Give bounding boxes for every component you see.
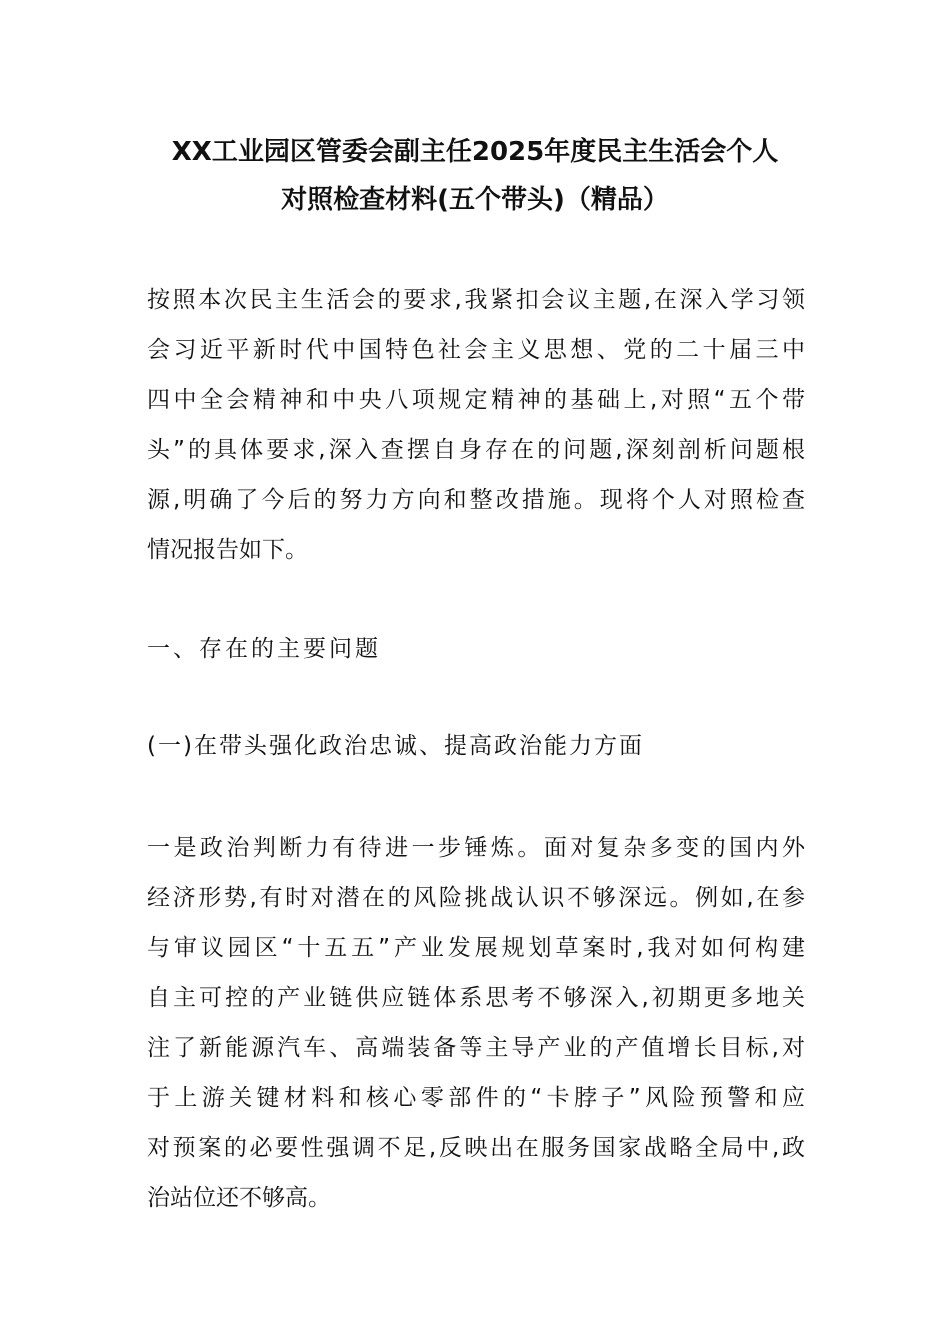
paragraph-line: 与审议园区“十五五”产业发展规划草案时,我对如何构建 xyxy=(147,935,805,961)
subsection-heading: (一)在带头强化政治忠诚、提高政治能力方面 xyxy=(147,733,644,759)
paragraph-line: 四中全会精神和中央八项规定精神的基础上,对照“五个带 xyxy=(147,387,805,413)
paragraph-line: 情况报告如下。 xyxy=(147,537,308,563)
point-one-paragraph xyxy=(147,823,805,1223)
paragraph-line: 会习近平新时代中国特色社会主义思想、党的二十届三中 xyxy=(147,337,805,363)
paragraph-line: 自主可控的产业链供应链体系思考不够深入,初期更多地关 xyxy=(147,985,805,1011)
title-line: 对照检查材料(五个带头)（精品） xyxy=(281,185,669,215)
paragraph-line: 按照本次民主生活会的要求,我紧扣会议主题,在深入学习领 xyxy=(147,287,805,313)
paragraph-line: 头”的具体要求,深入查摆自身存在的问题,深刻剖析问题根 xyxy=(147,437,805,463)
paragraph-line: 于上游关键材料和核心零部件的“卡脖子”风险预警和应 xyxy=(147,1085,805,1111)
document-title xyxy=(140,128,810,224)
title-line: XX工业园区管委会副主任2025年度民主生活会个人 xyxy=(171,137,779,167)
intro-paragraph xyxy=(147,275,805,575)
paragraph-line: 注了新能源汽车、高端装备等主导产业的产值增长目标,对 xyxy=(147,1035,805,1061)
section-heading: 一、存在的主要问题 xyxy=(147,636,381,662)
paragraph-line: 对预案的必要性强调不足,反映出在服务国家战略全局中,政 xyxy=(147,1135,805,1161)
paragraph-line: 源,明确了今后的努力方向和整改措施。现将个人对照检查 xyxy=(147,487,805,513)
paragraph-line: 一是政治判断力有待进一步锤炼。面对复杂多变的国内外 xyxy=(147,835,805,861)
paragraph-line: 治站位还不够高。 xyxy=(147,1185,331,1211)
paragraph-line: 经济形势,有时对潜在的风险挑战认识不够深远。例如,在参 xyxy=(147,885,805,911)
